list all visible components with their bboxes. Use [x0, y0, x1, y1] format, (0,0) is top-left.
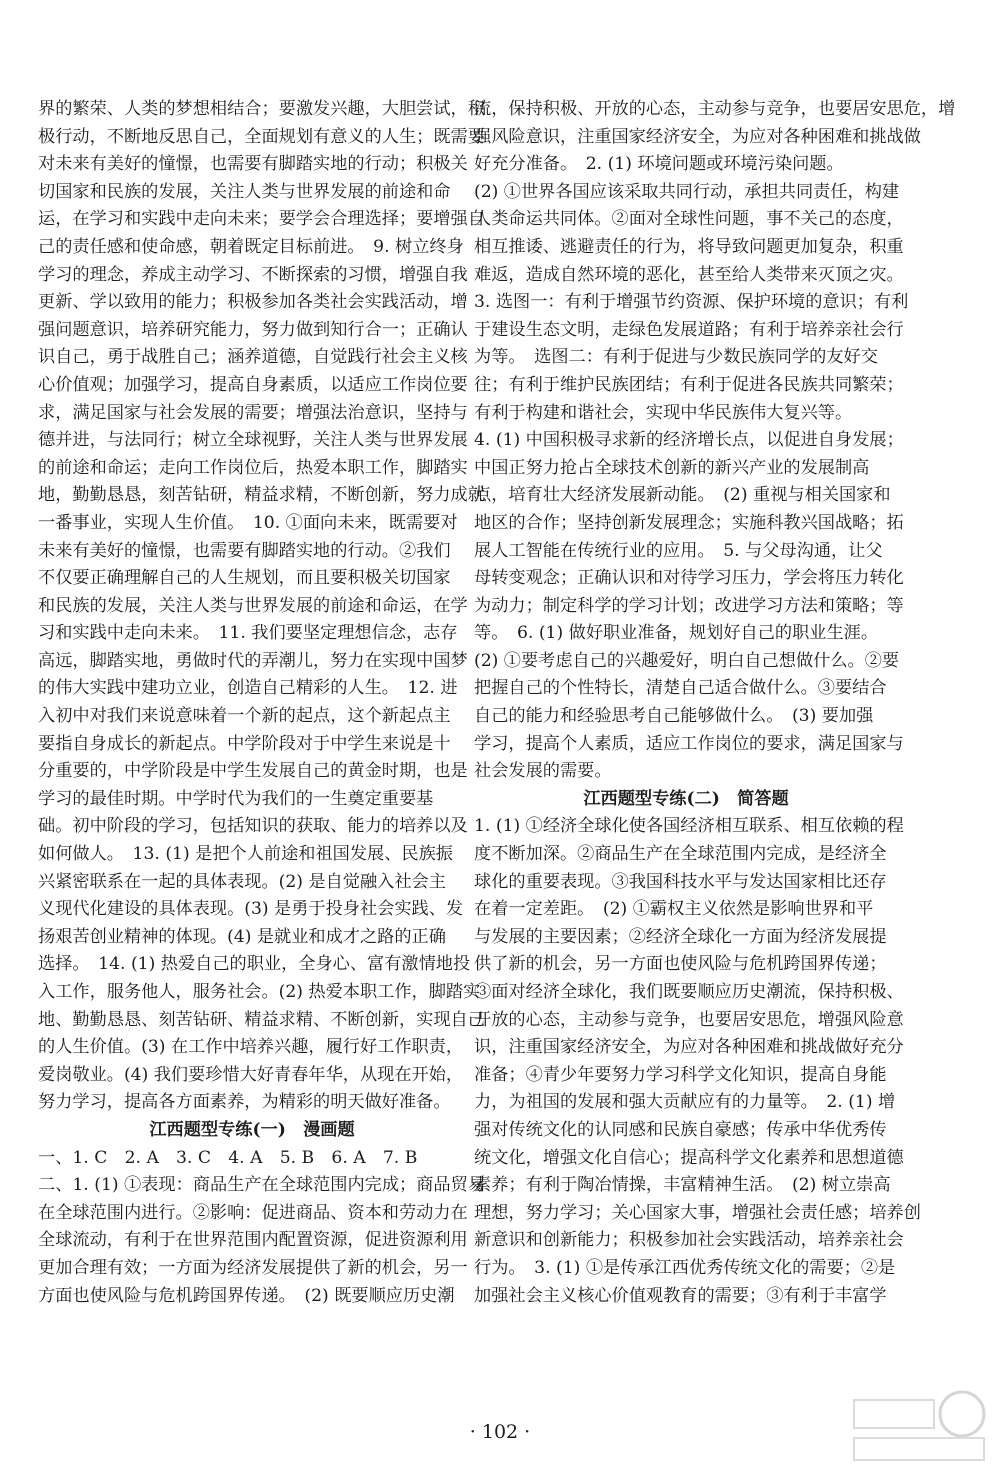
right-text-line: 4. (1) 中国积极寻求新的经济增长点，以促进自身发展； [474, 430, 904, 451]
right-text-line: 有利于构建和谐社会，实现中华民族伟大复兴等。 [474, 402, 853, 423]
left-section-heading: 江西题型专练(一) 漫画题 [149, 1119, 355, 1140]
left-text-line: 二、1. (1) ①表现：商品生产在全球范围内完成；商品贸易 [38, 1175, 485, 1196]
right-text-line: 力，为祖国的发展和强大贡献应有的力量等。 2. (1) 增 [474, 1092, 896, 1113]
left-text-line: 如何做人。 13. (1) 是把个人前途和祖国发展、民族振 [38, 844, 453, 865]
watermark-box [854, 1400, 934, 1428]
left-text-line: 的伟大实践中建功立业，创造自己精彩的人生。 12. 进 [38, 678, 458, 699]
left-text-line: 选择。 14. (1) 热爱自己的职业，全身心、富有激情地投 [38, 954, 471, 975]
right-text-line: 流，保持积极、开放的心态，主动参与竞争，也要居安思危，增 [474, 99, 956, 119]
right-text-line: 识，注重国家经济安全，为应对各种困难和挑战做好充分 [474, 1037, 904, 1058]
right-text-line: 与发展的主要因素；②经济全球化一方面为经济发展提 [474, 926, 887, 947]
right-column [474, 96, 956, 1310]
right-text-line: 理想，努力学习；关心国家大事，增强社会责任感；培养创 [474, 1202, 921, 1223]
left-text-line: 运，在学习和实践中走向未来；要学会合理选择；要增强自 [38, 209, 485, 230]
right-text-line: 中国正努力抢占全球技术创新的新兴产业的发展制高 [474, 457, 870, 478]
left-text-line: 心价值观；加强学习，提高自身素质，以适应工作岗位要 [38, 374, 468, 395]
watermark-circle [940, 1392, 984, 1436]
left-text-line: 未来有美好的憧憬，也需要有脚踏实地的行动。②我们 [38, 540, 451, 561]
left-text-line: 界的繁荣、人类的梦想相结合；要激发兴趣，大胆尝试，积 [38, 99, 485, 119]
watermark-logo [844, 1386, 994, 1466]
left-text-line: 的人生价值。(3) 在工作中培养兴趣，履行好工作职责， [38, 1037, 464, 1058]
right-text-line: 展人工智能在传统行业的应用。 5. 与父母沟通，让父 [474, 540, 883, 561]
right-text-line: 母转变观念；正确认识和对待学习压力，学会将压力转化 [474, 568, 904, 589]
left-text-line: 对未来有美好的憧憬，也需要有脚踏实地的行动；积极关 [38, 154, 468, 175]
right-text-line: 在着一定差距。 (2) ①霸权主义依然是影响世界和平 [474, 899, 874, 920]
right-text-line: 强风险意识，注重国家经济安全，为应对各种困难和挑战做 [474, 126, 921, 147]
right-text-line: 1. (1) ①经济全球化使各国经济相互联系、相互依赖的程 [474, 816, 904, 837]
left-text-line: 分重要的，中学阶段是中学生发展自己的黄金时期，也是 [38, 761, 468, 782]
left-text-line: 兴紧密联系在一起的具体表现。(2) 是自觉融入社会主 [38, 871, 446, 892]
right-text-line: 把握自己的个性特长，清楚自己适合做什么。③要结合 [474, 678, 887, 699]
right-text-line: 行为。 3. (1) ①是传承江西优秀传统文化的需要；②是 [474, 1257, 896, 1278]
right-text-line: 点，培育壮大经济发展新动能。 (2) 重视与相关国家和 [474, 485, 891, 506]
left-text-line: 在全球范围内进行。②影响：促进商品、资本和劳动力在 [38, 1202, 468, 1223]
right-text-line: 地区的合作；坚持创新发展理念；实施科教兴国战略；拓 [474, 512, 904, 533]
left-text-line: 一番事业，实现人生价值。 10. ①面向未来，既需要对 [38, 512, 458, 533]
right-text-line: (2) ①要考虑自己的兴趣爱好，明白自己想做什么。②要 [474, 650, 900, 671]
right-text-line: 社会发展的需要。 [474, 761, 612, 782]
right-text-line: 3. 选图一：有利于增强节约资源、保护环境的意识；有利 [474, 292, 909, 313]
right-text-line: 相互推诿、逃避责任的行为，将导致问题更加复杂，积重 [474, 236, 904, 257]
right-text-line: 等。 6. (1) 做好职业准备，规划好自己的职业生涯。 [474, 623, 879, 644]
right-text-line: 度不断加深。②商品生产在全球范围内完成，是经济全 [474, 844, 887, 865]
left-text-line: 求，满足国家与社会发展的需要；增强法治意识，坚持与 [38, 402, 468, 423]
left-text-line: 义现代化建设的具体表现。(3) 是勇于投身社会实践、发 [38, 899, 464, 920]
left-text-line: 地、勤勤恳恳、刻苦钻研、精益求精、不断创新，实现自己 [38, 1009, 485, 1030]
left-text-line: 的前途和命运；走向工作岗位后，热爱本职工作，脚踏实 [38, 457, 468, 478]
right-text-line: 供了新的机会，另一方面也使风险与危机跨国界传递； [474, 954, 887, 975]
left-text-line: 识自己，勇于战胜自己；涵养道德，自觉践行社会主义核 [38, 347, 468, 368]
left-text-line: 爱岗敬业。(4) 我们要珍惜大好青春年华，从现在开始， [38, 1064, 464, 1085]
watermark-url-box [854, 1438, 984, 1460]
right-text-line: 学习，提高个人素质，适应工作岗位的要求，满足国家与 [474, 733, 904, 754]
right-text-line: ③面对经济全球化，我们既要顺应历史潮流，保持积极、 [474, 982, 904, 1002]
left-text-line: 切国家和民族的发展，关注人类与世界发展的前途和命 [38, 181, 451, 202]
left-text-line: 德并进，与法同行；树立全球视野，关注人类与世界发展 [38, 430, 468, 451]
left-text-line: 础。初中阶段的学习，包括知识的获取、能力的培养以及 [38, 816, 468, 837]
left-text-line: 学习的理念，养成主动学习、不断探索的习惯，增强自我 [38, 264, 468, 285]
left-text-line: 全球流动，有利于在世界范围内配置资源，促进资源利用 [38, 1230, 468, 1251]
right-text-line: 加强社会主义核心价值观教育的需要；③有利于丰富学 [474, 1285, 887, 1306]
left-text-line: 要指自身成长的新起点。中学阶段对于中学生来说是十 [38, 733, 451, 754]
left-text-line: 地，勤勤恳恳，刻苦钻研，精益求精，不断创新，努力成就 [38, 485, 485, 506]
left-text-line: 习和实践中走向未来。 11. 我们要坚定理想信念，志存 [38, 623, 458, 644]
left-text-line: 己的责任感和使命感，朝着既定目标前进。 9. 树立终身 [38, 236, 464, 257]
left-text-line: 极行动，不断地反思自己，全面规划有意义的人生；既需要 [38, 126, 485, 147]
right-text-line: 统文化，增强文化自信心；提高科学文化素养和思想道德 [474, 1147, 904, 1168]
right-text-line: 开放的心态，主动参与竞争，也要居安思危，增强风险意 [474, 1009, 904, 1030]
right-text-line: 准备；④青少年要努力学习科学文化知识，提高自身能 [474, 1064, 887, 1085]
left-text-line: 更新、学以致用的能力；积极参加各类社会实践活动，增 [38, 292, 468, 313]
left-text-line: 方面也使风险与危机跨国界传递。 (2) 既要顺应历史潮 [38, 1285, 455, 1306]
left-text-line: 强问题意识，培养研究能力，努力做到知行合一；正确认 [38, 319, 468, 340]
right-text-line: 为动力；制定科学的学习计划；改进学习方法和策略；等 [474, 595, 904, 616]
right-text-line: 新意识和创新能力；积极参加社会实践活动，培养亲社会 [474, 1230, 904, 1251]
left-text-line: 努力学习，提高各方面素养，为精彩的明天做好准备。 [38, 1092, 451, 1113]
left-text-line: 一、1. C 2. A 3. C 4. A 5. B 6. A 7. B [38, 1147, 418, 1168]
left-text-line: 扬艰苦创业精神的体现。(4) 是就业和成才之路的正确 [38, 926, 446, 947]
right-text-line: 素养；有利于陶冶情操，丰富精神生活。 (2) 树立崇高 [474, 1175, 891, 1196]
right-text-line: 好充分准备。 2. (1) 环境问题或环境污染问题。 [474, 154, 844, 175]
right-text-line: 球化的重要表现。③我国科技水平与发达国家相比还存 [474, 871, 887, 892]
left-column [38, 96, 485, 1310]
left-text-line: 高远，脚踏实地，勇做时代的弄潮儿，努力在实现中国梦 [38, 650, 468, 671]
right-text-line: 为等。 选图二：有利于促进与少数民族同学的友好交 [474, 347, 878, 368]
right-text-line: 强对传统文化的认同感和民族自豪感；传承中华优秀传 [474, 1119, 887, 1140]
right-section-heading: 江西题型专练(二) 简答题 [583, 788, 789, 809]
right-text-line: 往；有利于维护民族团结；有利于促进各民族共同繁荣； [474, 374, 904, 395]
left-text-line: 入初中对我们来说意味着一个新的起点，这个新起点主 [38, 706, 451, 727]
left-text-line: 入工作，服务他人，服务社会。(2) 热爱本职工作，脚踏实 [38, 982, 481, 1002]
left-text-line: 更加合理有效；一方面为经济发展提供了新的机会，另一 [38, 1257, 468, 1278]
right-text-line: 难返，造成自然环境的恶化，甚至给人类带来灭顶之灾。 [474, 264, 904, 285]
page-number: · 102 · [469, 1421, 531, 1443]
left-text-line: 学习的最佳时期。中学时代为我们的一生奠定重要基 [38, 788, 434, 809]
right-text-line: (2) ①世界各国应该采取共同行动，承担共同责任，构建 [474, 181, 900, 202]
left-text-line: 不仅要正确理解自己的人生规划，而且要积极关切国家 [38, 568, 451, 589]
right-text-line: 于建设生态文明，走绿色发展道路；有利于培养亲社会行 [474, 319, 904, 340]
right-text-line: 人类命运共同体。②面对全球性问题，事不关己的态度， [474, 209, 904, 230]
left-text-line: 和民族的发展，关注人类与世界发展的前途和命运，在学 [38, 595, 468, 616]
right-text-line: 自己的能力和经验思考自己能够做什么。 (3) 要加强 [474, 706, 874, 727]
